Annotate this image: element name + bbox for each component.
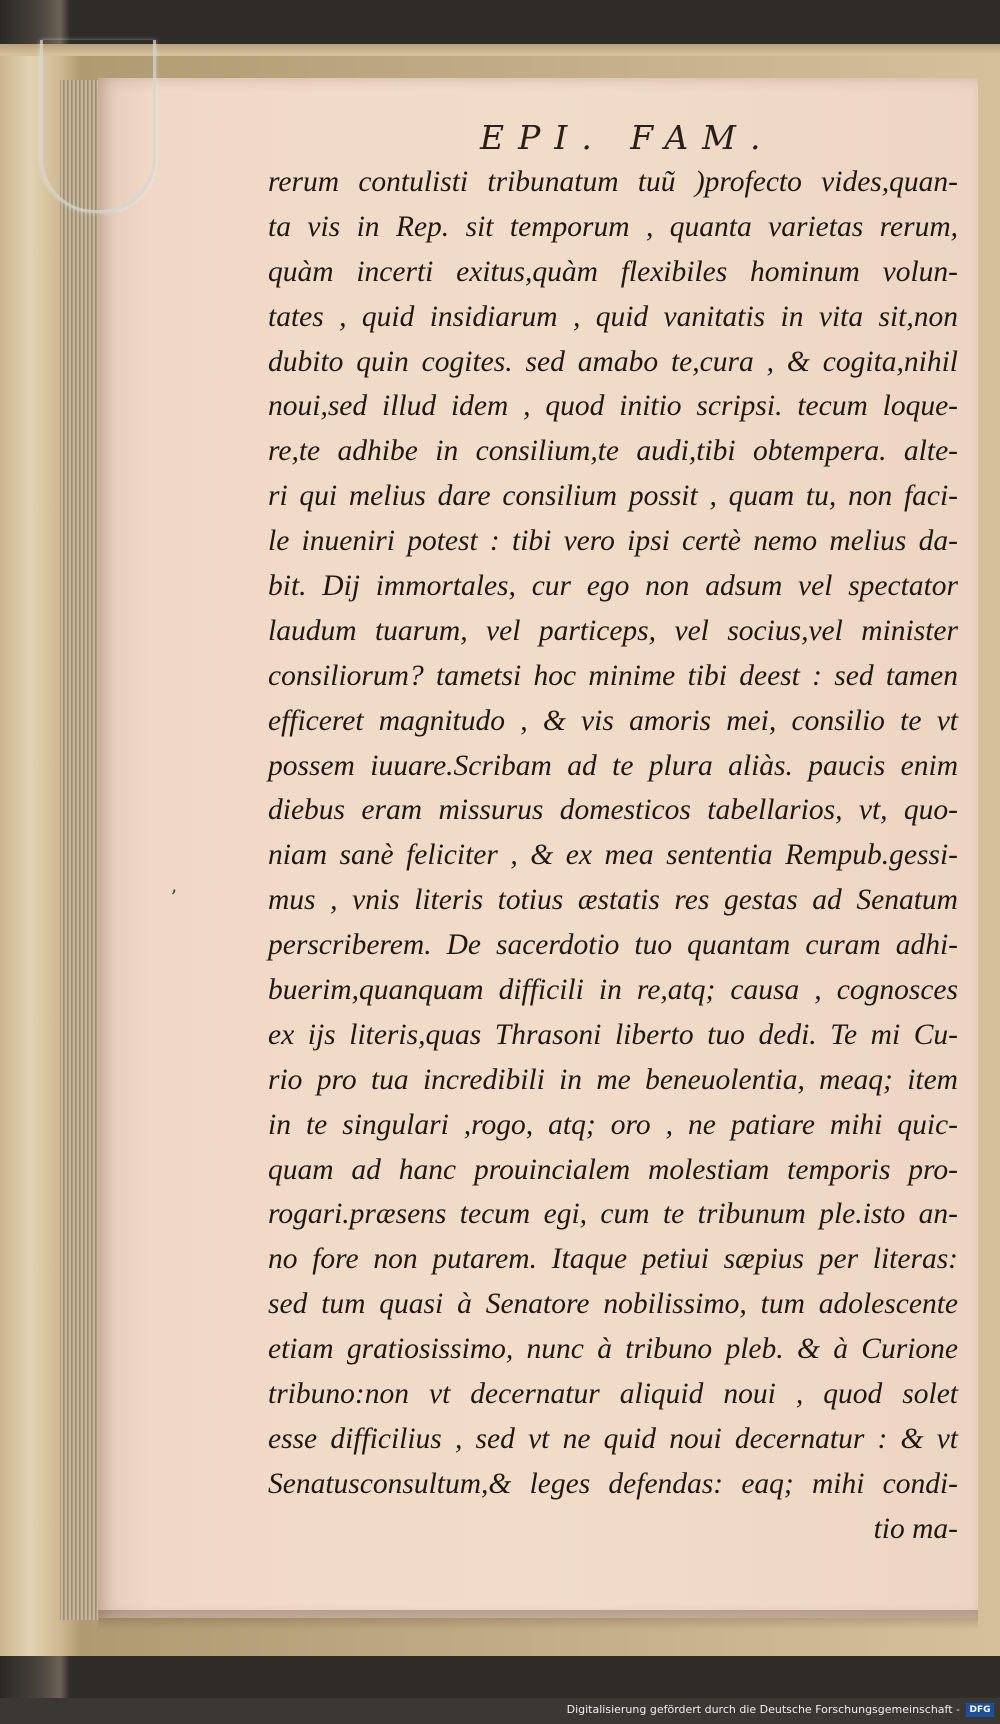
- page-clip: [40, 40, 156, 213]
- page-stack-edge: [60, 80, 100, 1620]
- text-line: tates , quid insidiarum , quid vanitatis in vita sit,non: [268, 300, 958, 333]
- text-line: rogari.præsens tecum egi, cum te tribunum ple.isto an-: [268, 1198, 958, 1231]
- text-line: diebus eram missurus domesticos tabellarios, vt, quo-: [268, 794, 958, 827]
- text-line: ri qui melius dare consilium possit , quam tu, non faci-: [268, 480, 958, 513]
- text-line: possem iuuare.Scribam ad te plura aliàs. paucis enim: [268, 749, 958, 782]
- footer-credit: Digitalisierung gefördert durch die Deutsche Forschungsgemeinschaft -: [566, 1703, 960, 1716]
- text-line: buerim,quanquam difficili in re,atq; causa , cognosces: [268, 974, 958, 1007]
- text-line: mus , vnis literis totius æstatis res gestas ad Senatum: [268, 884, 958, 917]
- text-line: dubito quin cogites. sed amabo te,cura , & cogita,nihil: [268, 345, 958, 378]
- text-line: niam sanè feliciter , & ex mea sententia Rempub.gessi-: [268, 839, 958, 872]
- text-line: in te singulari ,rogo, atq; oro , ne patiare mihi quic-: [268, 1108, 958, 1141]
- text-line: rio pro tua incredibili in me beneuolentia, meaq; item: [268, 1063, 958, 1096]
- text-line: quàm incerti exitus,quàm flexibiles hominum volun-: [268, 255, 958, 288]
- text-line: no fore non putarem. Itaque petiui sæpius per literas:: [268, 1243, 958, 1276]
- text-line: tribuno:non vt decernatur aliquid noui , quod solet: [268, 1378, 958, 1411]
- text-line: laudum tuarum, vel particeps, vel socius,vel minister: [268, 614, 958, 647]
- text-line: perscriberem. De sacerdotio tuo quantam curam adhi-: [268, 929, 958, 962]
- body-text: [268, 160, 958, 1552]
- page-shadow: [98, 1610, 978, 1630]
- text-line: efficeret magnitudo , & vis amoris mei, consilio te vt: [268, 704, 958, 737]
- running-title: EPI. FAM.: [480, 118, 775, 157]
- catchword: tio ma-: [873, 1512, 958, 1545]
- text-line: esse difficilius , sed vt ne quid noui decernatur : & vt: [268, 1422, 958, 1455]
- text-line: ta vis in Rep. sit temporum , quanta varietas rerum,: [268, 210, 958, 243]
- margin-mark: ʼ: [170, 885, 177, 909]
- text-line: bit. Dij immortales, cur ego non adsum vel spectator: [268, 570, 958, 603]
- text-line: consiliorum? tametsi hoc minime tibi deest : sed tamen: [268, 659, 958, 692]
- text-line: Senatusconsultum,& leges defendas: eaq; mihi condi-: [268, 1467, 958, 1500]
- text-line: quam ad hanc prouincialem molestiam temporis pro-: [268, 1153, 958, 1186]
- text-line: ex ijs literis,quas Thrasoni liberto tuo dedi. Te mi Cu-: [268, 1018, 958, 1051]
- text-line: rerum contulisti tribunatum tuũ )profecto vides,quan-: [268, 166, 958, 198]
- text-line: etiam gratiosissimo, nunc à tribuno pleb. & à Curione: [268, 1333, 958, 1366]
- text-line: noui,sed illud idem , quod initio scripsi. tecum loque-: [268, 390, 958, 423]
- dfg-logo: DFG: [966, 1703, 994, 1717]
- text-line: re,te adhibe in consilium,te audi,tibi obtempera. alte-: [268, 435, 958, 468]
- text-line: le inueniri potest : tibi vero ipsi certè nemo melius da-: [268, 525, 958, 558]
- text-line: sed tum quasi à Senatore nobilissimo, tum adolescente: [268, 1288, 958, 1321]
